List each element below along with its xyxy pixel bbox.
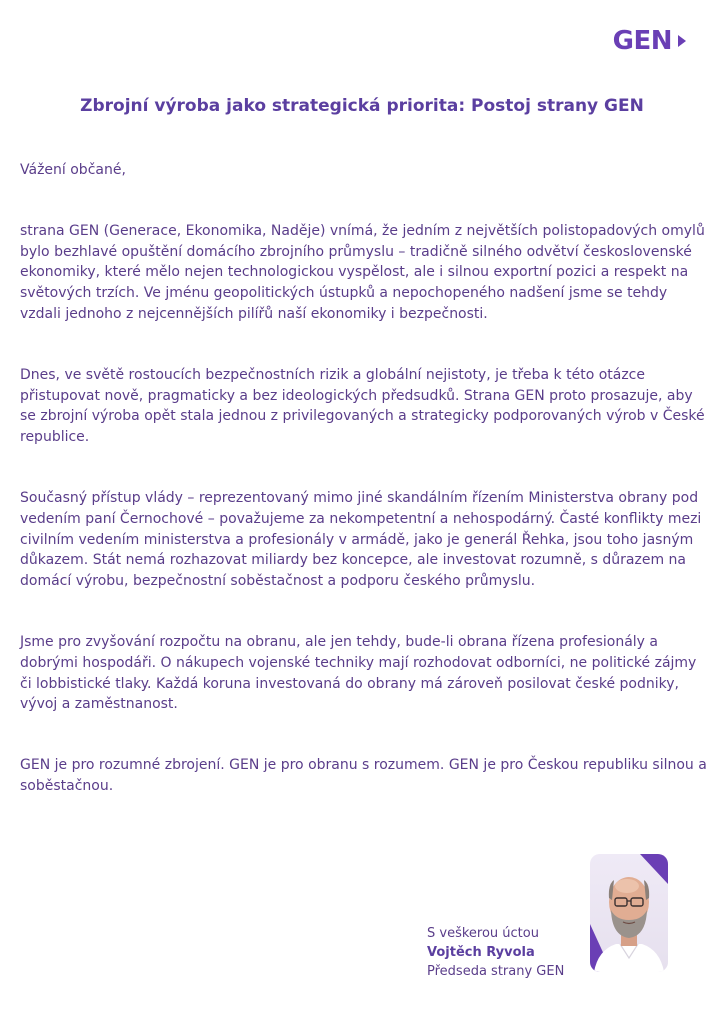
paragraph-3: Současný přístup vlády – reprezentovaný mimo jiné skandálním řízením Ministerstva obrany pod vedením paní Černochové – považujeme za nekompetentní a nehospodárný. Časté konflikty mezi civilním vedením ministerstva a profesionály v armádě, jako je generál Řehka, jsou toho jasným důkazem. Stát nemá rozhazovat miliardy bez koncepce, ale investovat rozumně, s důrazem na domácí výrobu, bezpečnostní soběstačnost a podporu českého průmyslu. [20,489,702,590]
gen-logo [613,26,686,56]
signatory-role: Předseda strany GEN [427,964,565,979]
play-arrow-icon [678,35,686,47]
salutation: Vážení občané, [20,162,126,178]
paragraph-4: Jsme pro zvyšování rozpočtu na obranu, ale jen tehdy, bude-li obrana řízena profesionály a dobrými hospodáři. O nákupech vojenské techniky mají rozhodovat odborníci, ne politické zájmy či lobbistické tlaky. Každá koruna investovaná do obrany má zároveň posilovat české podniky, vývoj a zaměstnanost. [20,633,697,713]
signature-block [427,924,564,981]
paragraph-2: Dnes, ve světě rostoucích bezpečnostních rizik a globální nejistoty, je třeba k této otázce přistupovat nově, pragmaticky a bez ideologických předsudků. Strana GEN proto prosazuje, aby se zbrojní výroba opět stala jednou z privilegovaných a strategicky podporovaných výrob v České republice. [20,366,705,446]
paragraph-5: GEN je pro rozumné zbrojení. GEN je pro obranu s rozumem. GEN je pro Českou republiku silnou a soběstačnou. [20,757,707,794]
logo-text: GEN [612,26,672,56]
portrait-image [590,854,668,972]
paragraph-1: strana GEN (Generace, Ekonomika, Naděje) vnímá, že jedním z největších polistopadových omylů bylo bezhlavé opuštění domácího zbrojního průmyslu – tradičně silného odvětví československé ekonomiky, které mělo nejen technologickou vyspělost, ale i silnou exportní pozici a respekt na světových trzích. Ve jménu geopolitických ústupků a nepochopeného nadšení jsme se tehdy vzdali jednoho z nejcennějších pilířů naší ekonomiky i bezpečnosti. [20,222,705,322]
letter-body [20,160,710,837]
author-photo [590,854,668,972]
signatory-name: Vojtěch Ryvola [427,945,535,960]
page-title: Zbrojní výroba jako strategická priorita: Postoj strany GEN [80,96,644,116]
closing-text: S veškerou úctou [427,926,539,941]
